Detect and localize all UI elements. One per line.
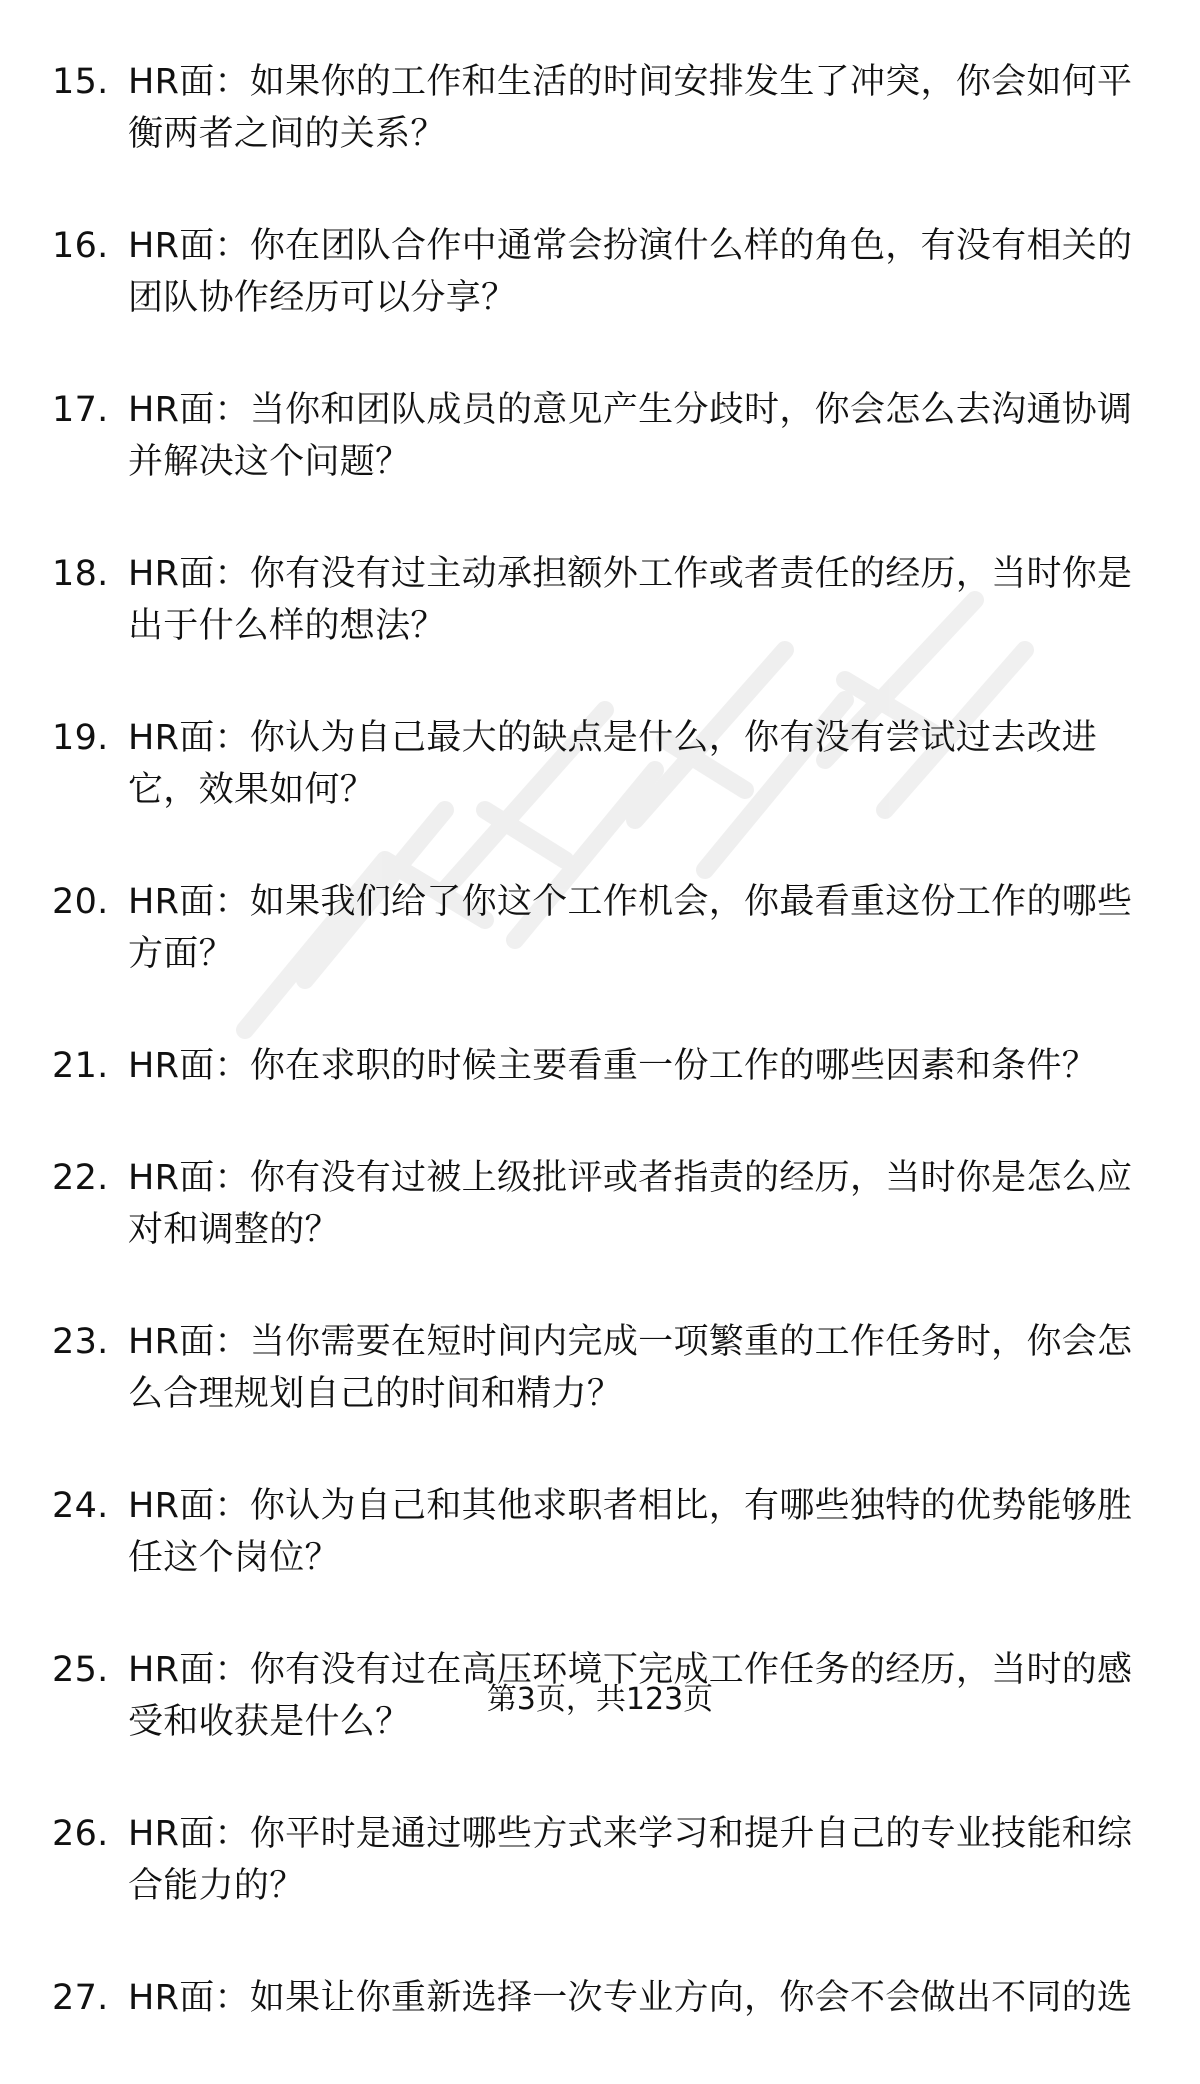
- question-item: [0, 712, 1200, 816]
- question-number: 19.: [52, 718, 109, 758]
- question-number: 27.: [52, 1978, 109, 2018]
- question-text: HR面：你平时是通过哪些方式来学习和提升自己的专业技能和综合能力的？: [128, 1814, 1133, 1906]
- question-number: 24.: [52, 1486, 109, 1526]
- question-text: HR面：你在求职的时候主要看重一份工作的哪些因素和条件？: [128, 1046, 1098, 1086]
- question-item: [0, 1480, 1200, 1584]
- question-text: HR面：你有没有过主动承担额外工作或者责任的经历，当时你是出于什么样的想法？: [128, 554, 1133, 646]
- question-number: 21.: [52, 1046, 109, 1086]
- question-list: [0, 56, 1200, 2084]
- question-number: 25.: [52, 1650, 109, 1690]
- question-item: [0, 56, 1200, 160]
- page-footer: [0, 1680, 1200, 1720]
- question-text: HR面：如果让你重新选择一次专业方向，你会不会做出不同的选: [128, 1978, 1133, 2018]
- question-text: HR面：你有没有过在高压环境下完成工作任务的经历，当时的感受和收获是什么？: [128, 1650, 1133, 1742]
- question-number: 16.: [52, 226, 109, 266]
- question-number: 22.: [52, 1158, 109, 1198]
- question-item: [0, 548, 1200, 652]
- question-text: HR面：你认为自己最大的缺点是什么，你有没有尝试过去改进它，效果如何？: [128, 718, 1098, 810]
- question-number: 15.: [52, 62, 109, 102]
- question-item: [0, 384, 1200, 488]
- question-item: [0, 220, 1200, 324]
- question-text: HR面：你在团队合作中通常会扮演什么样的角色，有没有相关的团队协作经历可以分享？: [128, 226, 1133, 318]
- question-text: HR面：当你和团队成员的意见产生分歧时，你会怎么去沟通协调并解决这个问题？: [128, 390, 1133, 482]
- question-text: HR面：当你需要在短时间内完成一项繁重的工作任务时，你会怎么合理规划自己的时间和精力？: [128, 1322, 1133, 1414]
- question-number: 17.: [52, 390, 109, 430]
- question-item: [0, 1040, 1200, 1092]
- question-number: 26.: [52, 1814, 109, 1854]
- question-number: 23.: [52, 1322, 109, 1362]
- question-text: HR面：你有没有过被上级批评或者指责的经历，当时你是怎么应对和调整的？: [128, 1158, 1133, 1250]
- question-item: [0, 1808, 1200, 1912]
- question-item: [0, 1152, 1200, 1256]
- question-item: [0, 1316, 1200, 1420]
- question-number: 18.: [52, 554, 109, 594]
- question-text: HR面：如果你的工作和生活的时间安排发生了冲突，你会如何平衡两者之间的关系？: [128, 62, 1133, 154]
- question-text: HR面：如果我们给了你这个工作机会，你最看重这份工作的哪些方面？: [128, 882, 1133, 974]
- question-text: HR面：你认为自己和其他求职者相比，有哪些独特的优势能够胜任这个岗位？: [128, 1486, 1133, 1578]
- question-item: [0, 876, 1200, 980]
- page-number-label: 第3页，共123页: [486, 1682, 714, 1717]
- question-item: [0, 1972, 1200, 2024]
- question-number: 20.: [52, 882, 109, 922]
